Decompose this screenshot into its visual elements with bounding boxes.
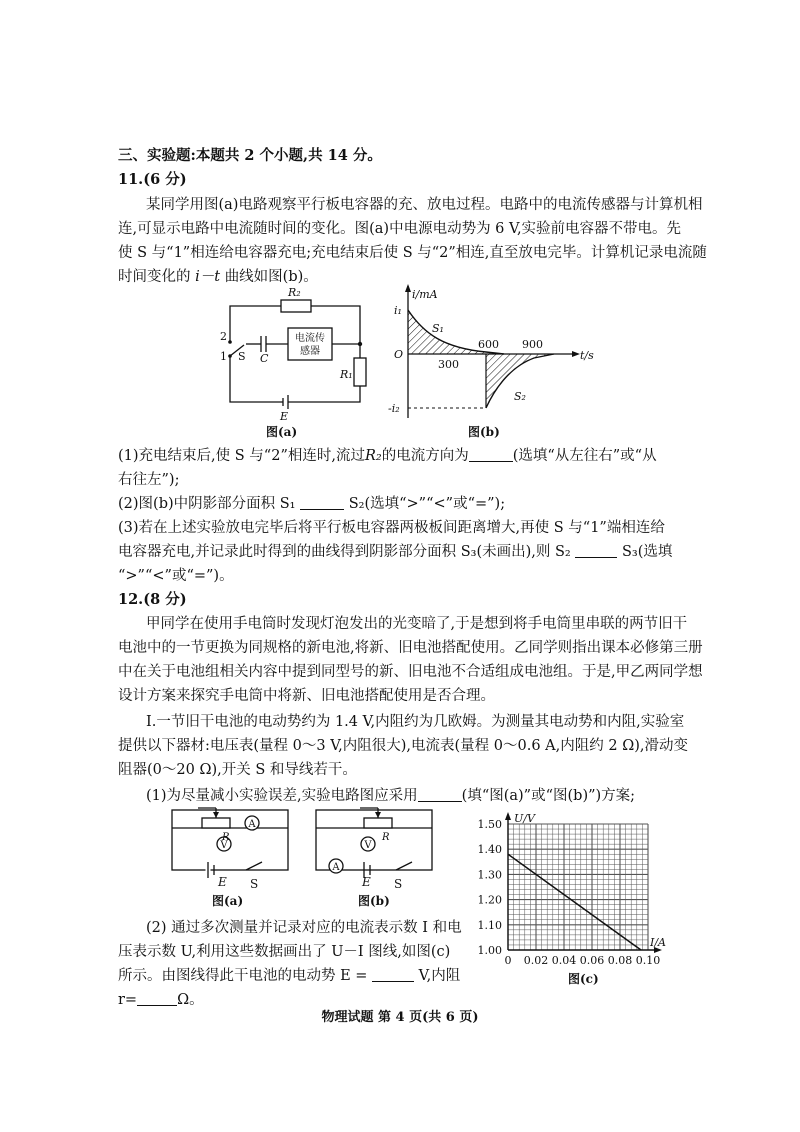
s2-label: S₂ [514, 390, 526, 403]
chart-caption: 图(c) [568, 972, 599, 986]
y-axis-label: i/mA [412, 288, 438, 301]
page-footer: 物理试题 第 4 页(共 6 页) [321, 1010, 479, 1025]
x-tick-label: 0.04 [551, 954, 577, 967]
u-i-line [508, 854, 641, 950]
rheostat-a-label: R [222, 832, 230, 843]
y-tick-label: 1.20 [477, 893, 502, 907]
q11-figure-a [216, 282, 386, 422]
y-tick-label: 1.10 [477, 918, 502, 932]
q11-sub3-line-3: “>”“<”或“=”)。 [118, 568, 234, 584]
circuit-b-s: S [394, 877, 403, 891]
junction-dot [358, 342, 362, 346]
q11-intro-line-4: 时间变化的 i－t 曲线如图(b)。 [118, 269, 318, 285]
y-tick-label: 1.50 [477, 818, 502, 831]
q11-figure-b [384, 282, 594, 422]
ammeter-b-label: A [332, 862, 340, 873]
q11-caption-b: 图(b) [468, 425, 500, 439]
q12-circuit-a [162, 806, 298, 878]
chart-x-label: I/A [650, 936, 666, 949]
x-tick-label: 0.06 [579, 954, 605, 967]
answer-blank-q11-2[interactable] [300, 495, 344, 510]
circuit-a-caption: 图(a) [212, 894, 244, 908]
x-tick-label: 0.02 [523, 954, 549, 967]
rheostat-a [202, 818, 230, 828]
label-r2: R₂ [288, 286, 301, 299]
y-axis-arrow [405, 284, 411, 292]
answer-blank-q12-r[interactable] [137, 991, 177, 1006]
y-tick-label: 1.30 [477, 868, 502, 882]
switch-b [396, 862, 412, 870]
q11-sub1-line-1: (1)充电结束后,使 S 与“2”相连时,流过R₂的电流方向为 (选填“从左往右”或“从 [118, 448, 657, 464]
q12-intro-line-1: 甲同学在使用手电筒时发现灯泡发出的光变暗了,于是想到将手电筒里串联的两节旧干 [146, 616, 688, 632]
voltmeter-b-label: V [364, 840, 372, 851]
x-tick-label: 0 [504, 954, 512, 967]
chart-minor-grid [508, 824, 648, 950]
x-axis-arrow [572, 351, 580, 357]
answer-blank-q12-emf[interactable] [372, 967, 414, 982]
circuit-b-caption: 图(b) [358, 894, 390, 908]
q11-sub3-line-1: (3)若在上述实验放电完毕后将平行板电容器两极板间距离增大,再使 S 与“1”端相连给 [118, 520, 665, 536]
chart-axes [505, 812, 662, 953]
tick-300: 300 [438, 358, 459, 371]
label-s: S [238, 350, 246, 363]
u-i-chart [460, 812, 700, 982]
q12-sub2-line-3: 所示。由图线得此干电池的电动势 E = V,内阻 [118, 968, 461, 984]
chart-y-label: U/V [514, 812, 535, 825]
q11-intro-line-3: 使 S 与“1”相连给电容器充电;充电结束后使 S 与“2”相连,直至放电完毕。计算机记录电流随 [118, 245, 707, 261]
q12-part1-line-2: 提供以下器材:电压表(量程 0～3 V,内阻很大),电流表(量程 0～0.6 A,内阻约 2 Ω),滑动变 [118, 738, 688, 754]
x-tick-label: 0.08 [607, 954, 633, 967]
q12-intro-line-2: 电池中的一节更换为同规格的新电池,将新、旧电池搭配使用。乙同学则指出课本必修第三册 [118, 640, 703, 656]
voltmeter-a-label: V [220, 840, 228, 851]
q12-header: 12.(8 分) [118, 591, 187, 608]
resistor-r2 [281, 300, 311, 312]
x-axis-label: t/s [580, 349, 594, 362]
q12-sub1: (1)为尽量减小实验误差,实验电路图应采用 (填“图(a)”或“图(b)”)方案; [146, 788, 636, 804]
q11-intro-line-1: 某同学用图(a)电路观察平行板电容器的充、放电过程。电路中的电流传感器与计算机相 [146, 197, 703, 213]
q12-sub2-line-1: (2) 通过多次测量并记录对应的电流表示数 I 和电 [146, 920, 462, 936]
chart-y-arrow [505, 812, 511, 820]
origin-label: O [394, 348, 404, 361]
q11-header: 11.(6 分) [118, 171, 187, 188]
q12-part1-line-3: 阻器(0～20 Ω),开关 S 和导线若干。 [118, 762, 357, 778]
y-tick-label: 1.40 [477, 843, 502, 857]
x-tick-label: 0.10 [635, 954, 661, 967]
sensor-label-2: 感器 [300, 346, 320, 357]
circuit-a-s: S [250, 877, 259, 891]
i1-label: i₁ [394, 304, 402, 317]
q11-sub2: (2)图(b)中阴影部分面积 S₁ S₂(选填“>”“<”或“=”); [118, 496, 506, 512]
s1-label: S₁ [432, 322, 444, 335]
q11-intro-line-2: 连,可显示电路中电流随时间的变化。图(a)中电源电动势为 6 V,实验前电容器不带电。先 [118, 221, 682, 237]
switch-a [246, 862, 262, 870]
sensor-label-1: 电流传 [295, 333, 325, 344]
q12-intro-line-3: 中在关于电池组相关内容中提到同型号的新、旧电池不合适组成电池组。于是,甲乙两同学想 [118, 664, 703, 680]
label-r1: R₁ [340, 368, 353, 381]
answer-blank-q11-3[interactable] [575, 543, 617, 558]
label-c: C [260, 352, 269, 365]
answer-blank-q12-1[interactable] [418, 787, 462, 802]
label-2: 2 [220, 330, 227, 343]
q12-part1-line-1: Ⅰ.一节旧干电池的电动势约为 1.4 V,内阻约为几欧姆。为测量其电动势和内阻,实验室 [146, 714, 685, 730]
q11-sub1-line-2: 右往左”); [118, 472, 180, 488]
it-curve-label: i－t [195, 269, 221, 285]
q12-intro-line-4: 设计方案来探究手电筒中将新、旧电池搭配使用是否合理。 [118, 688, 495, 704]
contact-2 [228, 340, 232, 344]
q12-sub2-line-2: 压表示数 U,利用这些数据画出了 U－I 图线,如图(c) [118, 944, 451, 960]
label-e: E [280, 410, 289, 422]
neg-i2-label: -i₂ [388, 402, 400, 415]
tick-600: 600 [478, 338, 499, 351]
q11-caption-a: 图(a) [266, 425, 298, 439]
q11-sub3-line-2: 电容器充电,并记录此时得到的曲线得到阴影部分面积 S₃(未画出),则 S₂ S₃(选填 [118, 544, 673, 560]
rheostat-b-label: R [382, 832, 390, 843]
q12-sub2-line-4: r= Ω。 [118, 992, 204, 1008]
rheostat-b [364, 818, 392, 828]
q12-circuit-b [306, 806, 442, 878]
circuit-b-e: E [362, 875, 371, 889]
label-1: 1 [220, 350, 227, 363]
chart-major-grid [508, 824, 648, 950]
circuit-a-e: E [218, 875, 227, 889]
section-title: 三、实验题:本题共 2 个小题,共 14 分。 [118, 147, 382, 164]
chart-series [508, 854, 641, 950]
tick-900: 900 [522, 338, 543, 351]
contact-1 [228, 354, 232, 358]
answer-blank-q11-1[interactable] [469, 447, 513, 462]
resistor-r1 [354, 358, 366, 386]
y-tick-label: 1.00 [477, 944, 502, 957]
ammeter-a-label: A [248, 819, 256, 830]
